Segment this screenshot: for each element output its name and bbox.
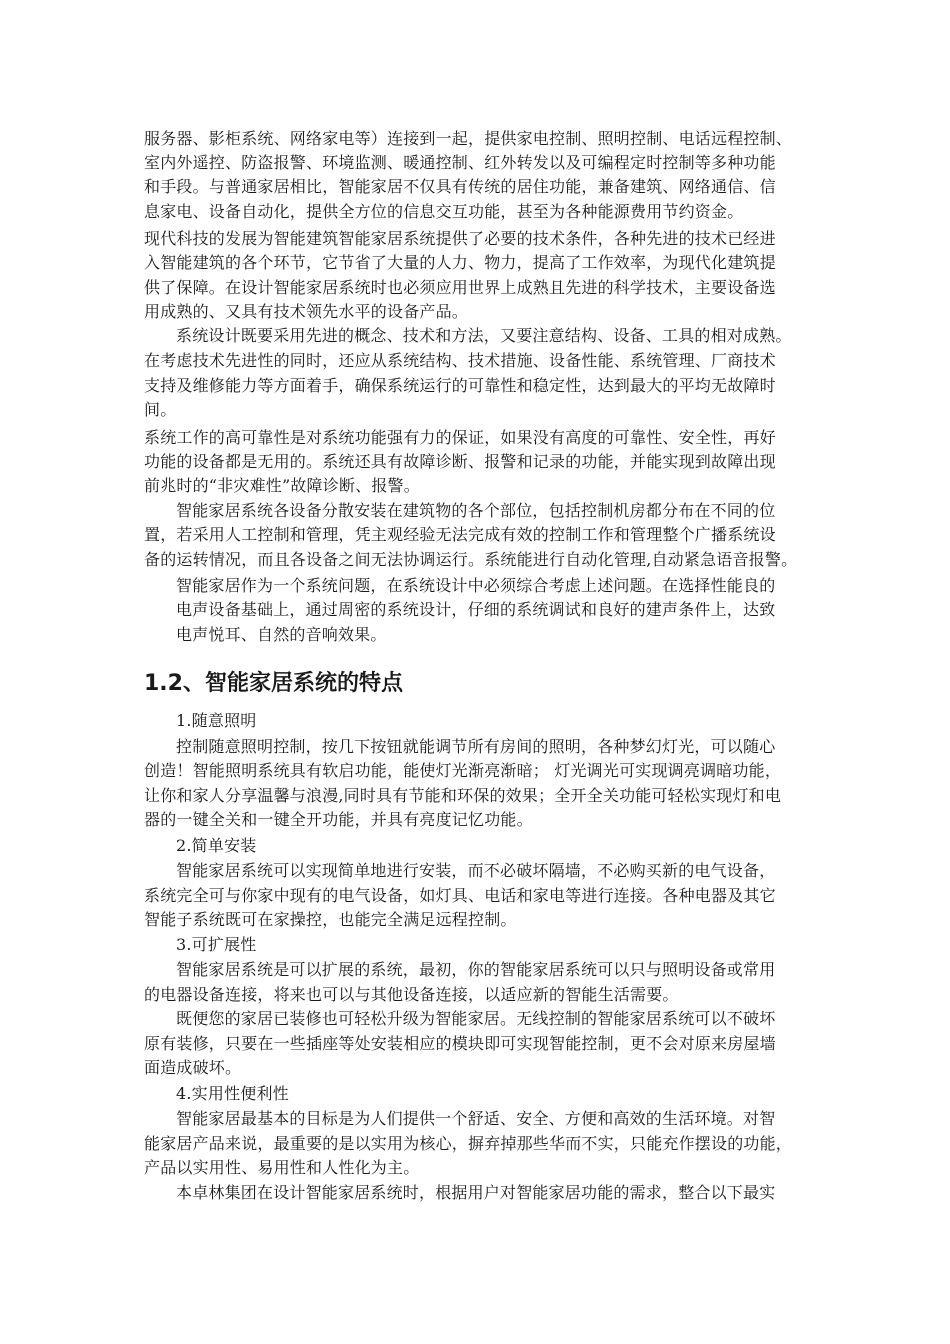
body-text-line: 服务器、影柜系统、网络家电等）连接到一起，提供家电控制、照明控制、电话远程控制、	[144, 129, 793, 148]
body-text-line: 产品以实用性、易用性和人性化为主。	[144, 1158, 420, 1177]
section-heading: 1.2、智能家居系统的特点	[144, 671, 403, 696]
body-text-line: 用成熟的、又具有技术领先水平的设备产品。	[144, 302, 469, 321]
body-text-line: 原有装修，只要在一些插座等处安装相应的模块即可实现智能控制，更不会对原来房屋墙	[144, 1034, 776, 1053]
body-text-line: 面造成破坏。	[144, 1058, 242, 1077]
body-text-line: 智能家居系统各设备分散安装在建筑物的各个部位，包括控制机房都分布在不同的位	[176, 501, 776, 520]
body-text-line: 系统完全可与你家中现有的电气设备，如灯具、电话和家电等进行连接。各种电器及其它	[144, 886, 776, 905]
body-text-line: 让你和家人分享温馨与浪漫,同时具有节能和环保的效果；全开全关功能可轻松实现灯和电	[144, 786, 782, 805]
body-text-line: 息家电、设备自动化，提供全方位的信息交互功能，甚至为各种能源费用节约资金。	[144, 202, 744, 221]
body-text-line: 和手段。与普通家居相比，智能家居不仅具有传统的居住功能，兼备建筑、网络通信、信	[144, 177, 776, 196]
body-text-line: 智能家居系统可以实现简单地进行安装，而不必破坏隔墙，不必购买新的电气设备，	[176, 861, 776, 880]
body-text-line: 间。	[144, 400, 177, 419]
body-text-line: 能家居产品来说，最重要的是以实用为核心，摒弃掉那些华而不实，只能充作摆设的功能，	[144, 1134, 793, 1153]
feature-title: 2.简单安装	[176, 836, 257, 855]
body-text-line: 电声悦耳、自然的音响效果。	[176, 625, 387, 644]
feature-title: 3.可扩展性	[176, 935, 257, 954]
body-text-line: 室内外遥控、防盗报警、环境监测、暖通控制、红外转发以及可编程定时控制等多种功能	[144, 153, 776, 172]
body-text-line: 智能家居最基本的目标是为人们提供一个舒适、安全、方便和高效的生活环境。对智	[176, 1109, 776, 1128]
body-text-line: 电声设备基础上，通过周密的系统设计，仔细的系统调试和良好的建声条件上，达致	[176, 600, 776, 619]
feature-title: 1.随意照明	[176, 711, 257, 730]
body-text-line: 智能家居系统是可以扩展的系统，最初，你的智能家居系统可以只与照明设备或常用	[176, 960, 776, 979]
body-text-line: 备的运转情况，而且各设备之间无法协调运行。系统能进行自动化管理,自动紧急语音报警。	[144, 550, 798, 569]
body-text-line: 的电器设备连接，将来也可以与其他设备连接，以适应新的智能生活需要。	[144, 985, 679, 1004]
body-text-line: 系统工作的高可靠性是对系统功能强有力的保证，如果没有高度的可靠性、安全性，再好	[144, 428, 776, 447]
body-text-line: 智能家居作为一个系统问题，在系统设计中必须综合考虑上述问题。在选择性能良的	[176, 576, 776, 595]
body-text-line: 功能的设备都是无用的。系统还具有故障诊断、报警和记录的功能，并能实现到故障出现	[144, 452, 776, 471]
body-text-line: 支持及维修能力等方面着手，确保系统运行的可靠性和稳定性，达到最大的平均无故障时	[144, 376, 776, 395]
body-text-line: 入智能建筑的各个环节，它节省了大量的人力、物力，提高了工作效率，为现代化建筑提	[144, 253, 776, 272]
body-text-line: 系统设计既要采用先进的概念、技术和方法，又要注意结构、设备、工具的相对成熟。	[176, 326, 792, 345]
body-text-line: 既便您的家居已装修也可轻松升级为智能家居。无线控制的智能家居系统可以不破坏	[176, 1009, 776, 1028]
body-text-line: 置，若采用人工控制和管理，凭主观经验无法完成有效的控制工作和管理整个广播系统设	[144, 525, 776, 544]
feature-title: 4.实用性便利性	[176, 1084, 289, 1103]
body-text-line: 创造！智能照明系统具有软启功能，能使灯光渐亮渐暗； 灯光调光可实现调亮调暗功能，	[144, 761, 782, 780]
body-text-line: 现代科技的发展为智能建筑智能家居系统提供了必要的技术条件，各种先进的技术已经进	[144, 229, 776, 248]
body-text-line: 智能子系统既可在家操控，也能完全满足远程控制。	[144, 910, 517, 929]
body-text-line: 控制随意照明控制，按几下按钮就能调节所有房间的照明，各种梦幻灯光，可以随心	[176, 737, 776, 756]
body-text-line: 器的一键全关和一键全开功能，并具有亮度记忆功能。	[144, 810, 533, 829]
body-text-line: 本卓林集团在设计智能家居系统时，根据用户对智能家居功能的需求，整合以下最实	[176, 1183, 776, 1202]
body-text-line: 供了保障。在设计智能家居系统时也必须应用世界上成熟且先进的科学技术，主要设备选	[144, 278, 776, 297]
body-text-line: 在考虑技术先进性的同时，还应从系统结构、技术措施、设备性能、系统管理、厂商技术	[144, 351, 776, 370]
body-text-line: 前兆时的“非灾难性”故障诊断、报警。	[144, 476, 420, 495]
